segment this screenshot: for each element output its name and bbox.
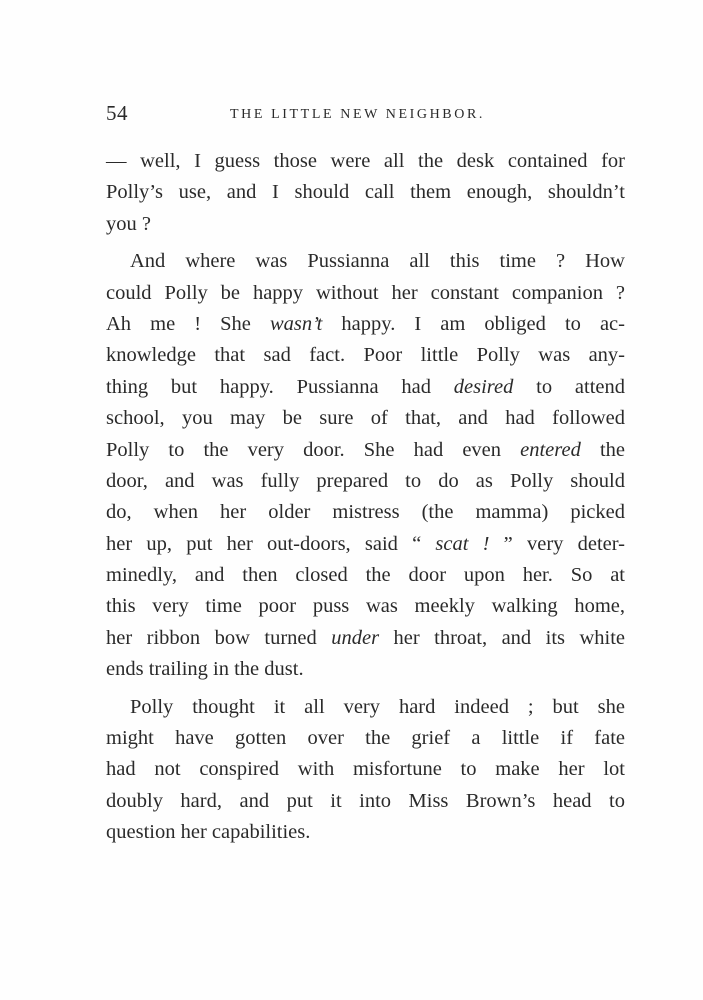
text-line: thing but happy. Pussianna had desired to attend: [106, 375, 625, 398]
italic-word: under: [331, 626, 380, 649]
running-head: THE LITTLE NEW NEIGHBOR.: [230, 107, 485, 122]
text-line: Polly to the very door. She had even entered the: [106, 438, 626, 461]
text-line: had not conspired with misfortune to make her lot: [106, 758, 625, 781]
text-line: you ?: [106, 212, 151, 235]
italic-word: scat !: [435, 532, 490, 555]
text-line: her ribbon bow turned under her throat, and its white: [106, 626, 626, 649]
text-line: school, you may be sure of that, and had followed: [106, 407, 625, 430]
text-line: minedly, and then closed the door upon her. So at: [106, 564, 625, 587]
page-number: 54: [106, 101, 128, 125]
italic-word: entered: [520, 438, 581, 461]
page-header: [106, 101, 626, 129]
italic-word: desired: [453, 375, 514, 398]
text-line: Ah me ! She wasn’t happy. I am obliged to ac-: [106, 312, 625, 335]
text-line: might have gotten over the grief a little if fate: [106, 727, 625, 750]
text-line: her up, put her out-doors, said “ scat ! ” very deter-: [106, 532, 625, 555]
text-line: door, and was fully prepared to do as Polly should: [106, 469, 625, 492]
text-line: could Polly be happy without her constant companion ?: [106, 281, 625, 304]
text-line: do, when her older mistress (the mamma) picked: [106, 501, 625, 524]
text-line: And where was Pussianna all this time ? How: [130, 250, 625, 273]
text-line: ends trailing in the dust.: [106, 658, 304, 681]
body-text: [106, 146, 625, 849]
text-line: Polly thought it all very hard indeed ; but she: [130, 695, 625, 718]
text-line: — well, I guess those were all the desk contained for: [106, 150, 625, 172]
text-line: question her capabilities.: [106, 821, 311, 844]
text-line: this very time poor puss was meekly walking home,: [106, 595, 625, 618]
italic-word: wasn’t: [269, 312, 323, 335]
text-line: doubly hard, and put it into Miss Brown’s head to: [106, 789, 625, 812]
text-line: Polly’s use, and I should call them enough, shouldn’t: [106, 181, 625, 204]
text-line: knowledge that sad fact. Poor little Polly was any-: [106, 344, 625, 367]
